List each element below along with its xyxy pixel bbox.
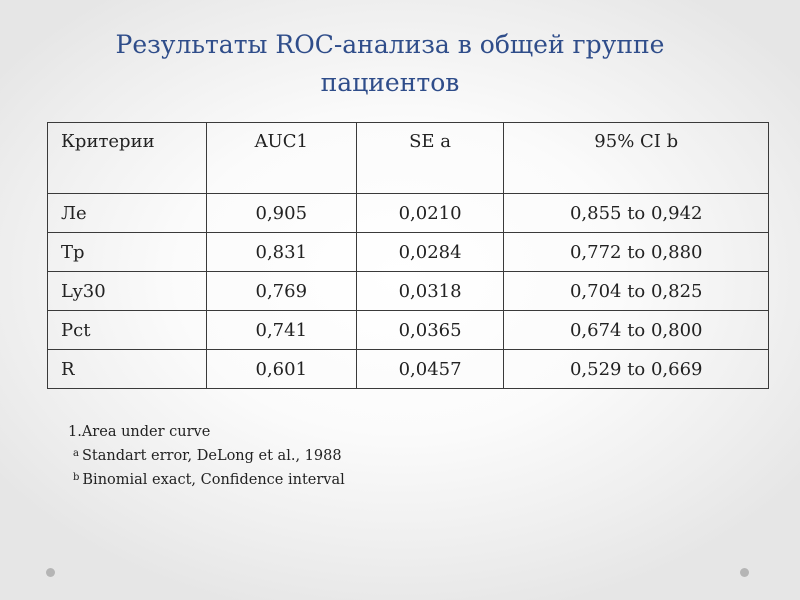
cell-criterion: Тр [48,233,207,272]
header-criteria: Критерии [48,123,207,194]
footnote-auc [68,421,345,443]
table-row [48,233,769,272]
footnote-se-marker: a [73,448,79,459]
cell-ci: 0,855 to 0,942 [504,194,769,233]
table-footnotes [68,421,345,491]
table-row [48,350,769,389]
cell-ci: 0,529 to 0,669 [504,350,769,389]
header-se: SE a [356,123,504,194]
table-row [48,272,769,311]
footnote-ci-text: Binomial exact, Confidence interval [82,472,345,488]
table-header-row [48,123,769,194]
cell-se: 0,0457 [356,350,504,389]
slide-title [60,26,720,102]
cell-se: 0,0318 [356,272,504,311]
footnote-auc-text: 1.Area under curve [68,424,211,440]
slide-title-line-1: Результаты ROC-анализа в общей группе [115,30,665,59]
header-ci: 95% CI b [504,123,769,194]
footnote-ci [68,467,345,491]
cell-ci: 0,704 to 0,825 [504,272,769,311]
cell-auc: 0,601 [206,350,356,389]
header-auc: AUC1 [206,123,356,194]
cell-auc: 0,905 [206,194,356,233]
table-row [48,311,769,350]
cell-criterion: Ly30 [48,272,207,311]
cell-criterion: Pct [48,311,207,350]
roc-results-table [47,122,769,389]
cell-se: 0,0365 [356,311,504,350]
decorative-dot-right [740,568,749,577]
slide-title-line-2: пациентов [320,68,460,97]
cell-auc: 0,741 [206,311,356,350]
table-row [48,194,769,233]
cell-criterion: R [48,350,207,389]
cell-se: 0,0284 [356,233,504,272]
footnote-ci-marker: b [73,472,80,483]
footnote-se-text: Standart error, DeLong et al., 1988 [81,448,342,464]
cell-ci: 0,674 to 0,800 [504,311,769,350]
footnote-se [68,443,345,467]
cell-auc: 0,769 [206,272,356,311]
cell-se: 0,0210 [356,194,504,233]
cell-ci: 0,772 to 0,880 [504,233,769,272]
decorative-dot-left [46,568,55,577]
cell-auc: 0,831 [206,233,356,272]
cell-criterion: Ле [48,194,207,233]
